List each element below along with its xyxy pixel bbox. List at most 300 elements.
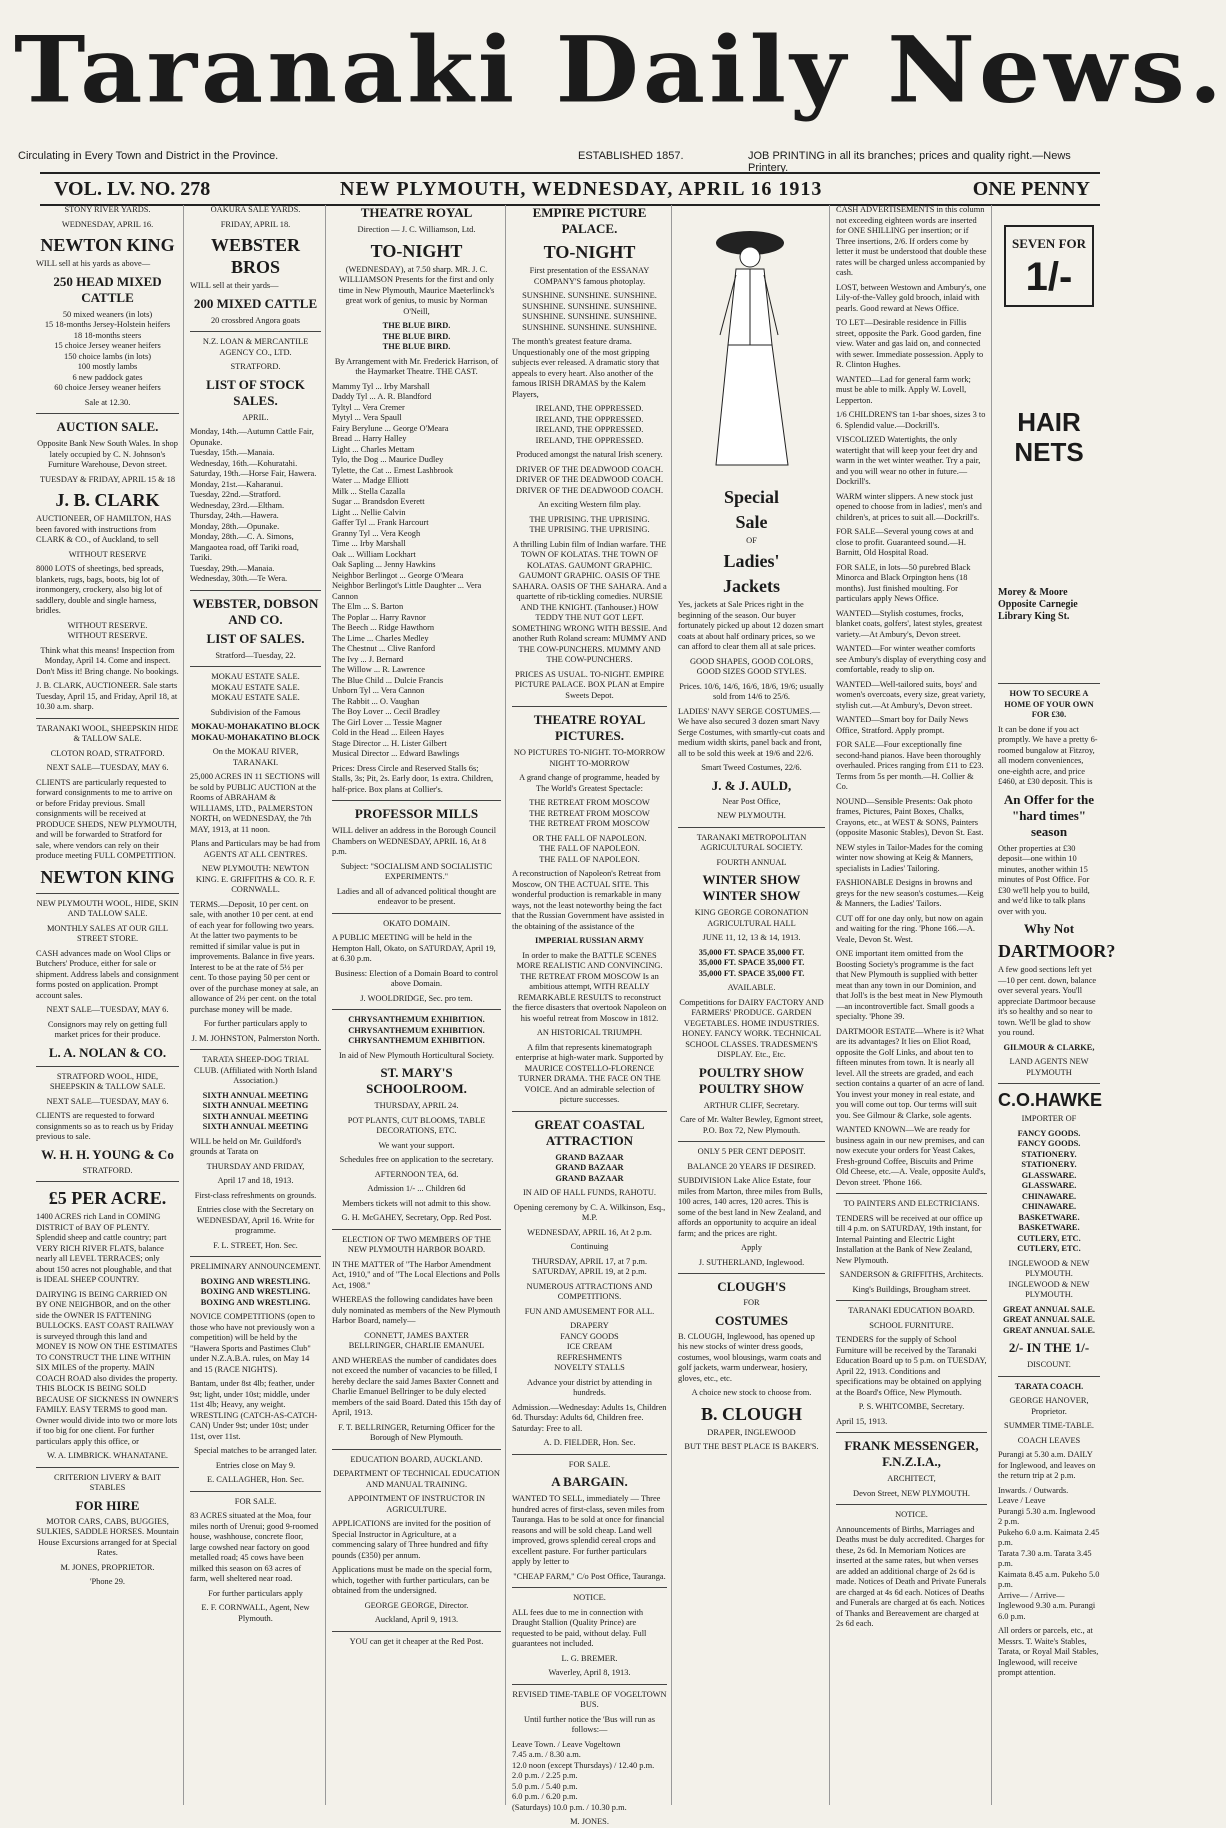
classified-ad: WANTED—Smart boy for Daily News Office, Stratford. Apply prompt. xyxy=(836,715,969,735)
ad-heading: TARATA COACH. xyxy=(1014,1381,1084,1391)
ad-text: LAND AGENTS NEW PLYMOUTH xyxy=(1009,1057,1089,1077)
ad-heading: W. H. H. YOUNG & Co xyxy=(41,1146,174,1162)
divider xyxy=(190,1256,321,1257)
ad-heading: TO-NIGHT xyxy=(370,240,463,261)
ad-text: M. JONES. xyxy=(570,1817,609,1826)
ad-text: DAIRYING IS BEING CARRIED ON BY ONE NEIGHBOR, and on the other side the OWNER IS FATTENING BULLOCKS. EAST COAST RAILWAY is surveyed through this land and MONEY IS NOW ON THE ESTIMATES TO CONSTRUCT THE LINE WITHIN SIX MILES of the property. MAIN COACH ROAD also divides the property. THIS BLOCK IS BEING SOLD BECAUSE OF SICKNESS IN OWNER'S FAMILY. EASY TERMS to good man. Owner would divide into two or more lots if too big for one client. For further particulars apply this office, or xyxy=(36,1289,179,1446)
classified-ad: CUT off for one day only, but now on again and waiting for the ring. 'Phone 166.—A. Veale, Devon St. West. xyxy=(836,913,984,944)
ad-text: DEPARTMENT OF TECHNICAL EDUCATION AND MANUAL TRAINING. xyxy=(333,1469,500,1489)
ad-text: 8000 LOTS of sheetings, bed spreads, blankets, rugs, bags, boots, big lot of ironmongery, crockery, also big lot of saddlery, double and single harness, bridles. xyxy=(36,564,164,615)
ad-heading: THEATRE ROYAL xyxy=(360,205,473,220)
ad-text: WILL sell at his yards as above— xyxy=(36,259,151,268)
classified-ad: FASHIONABLE Designs in browns and greys for the new season's costumes.—Keig & Manners, the Ladies' Tailors. xyxy=(836,878,984,908)
ad-text: Admission 1/- ... Children 6d xyxy=(367,1184,466,1193)
established-note: ESTABLISHED 1857. xyxy=(578,150,684,162)
ad-heading: HOW TO SECURE A HOME OF YOUR OWN FOR £30. xyxy=(1004,689,1094,719)
divider xyxy=(512,706,667,707)
divider xyxy=(512,1454,667,1455)
ad-text: WHEREAS the following candidates have been duly nominated as members of the New Plymouth Harbor Board, namely— xyxy=(332,1295,501,1325)
price: ONE PENNY xyxy=(972,178,1090,200)
ad-heading: Ladies' xyxy=(723,551,780,571)
ad-text: Competitions for DAIRY FACTORY AND FARMERS' PRODUCE. GARDEN VEGETABLES. HOME INDUSTRIES. HONEY. FANCY WORK. TECHNICAL SCHOOL CLASSES. TRADESMEN'S DISPLAY. Etc., Etc. xyxy=(679,997,824,1059)
ad-text: An exciting Western film play. xyxy=(538,500,641,509)
ad-text: ALL fees due to me in connection with Draught Stallion (Quality Prince) are requested to be paid, without delay. Full guarantees not included. xyxy=(512,1607,647,1648)
ad-heading: TO PAINTERS AND ELECTRICIANS. xyxy=(843,1199,980,1208)
ad-text: Yes, jackets at Sale Prices right in the beginning of the season. Our buyer fortunately picked up about 12 dozen smart coats at about half ordinary prices, so we can afford to clear them all at sale prices. xyxy=(678,600,824,651)
ad-text: A thrilling Lubin film of Indian warfare. THE TOWN OF KOLATAS. THE TOWN OF KOLATAS. GAUMONT GRAPHIC. GAUMONT GRAPHIC. OASIS OF THE SAHARA. OASIS OF THE SAHARA. And a quartette of rib-tickling comedies. NURSIE AND THE KNIGHT. (Tanhouser.) HOW TEDDY THE NUT GOT LEFT. SOMETHING WRONG WITH BESSIE. And another Ruth Roland scream: MUMMY AND THE COW-PUNCHERS. MUMMY AND THE COW-PUNCHERS. xyxy=(512,539,667,664)
ad-text: A choice new stock to choose from. xyxy=(691,1388,812,1397)
ad-heading: COSTUMES xyxy=(715,1312,788,1328)
ad-text: FRIDAY, APRIL 18. xyxy=(220,219,291,229)
ad-text: APPOINTMENT OF INSTRUCTOR IN AGRICULTURE. xyxy=(347,1494,486,1514)
ad-heading: GRAND BAZAAR GRAND BAZAAR GRAND BAZAAR xyxy=(555,1152,624,1183)
ad-text: Monday, 14th.—Autumn Cattle Fair, Opunake. Tuesday, 15th.—Manaia. Wednesday, 16th.—Kohuratahi. Saturday, 19th.—Horse Fair, Hawera. Monday, 21st.—Kaharanui. Tuesday, 22nd.—Stratford. Wednesday, 23rd.—Eltham. Thursday, 24th.—Hawera. Monday, 28th.—Opunake. Monday, 28th.—C. A. Simons, Mangaotea road, off Tariki road, Tariki. Tuesday, 29th.—Manaia. Wednesday, 30th.—Te Wera. xyxy=(190,427,317,583)
ad-text: ONLY 5 PER CENT DEPOSIT. xyxy=(697,1147,806,1156)
ad-text: 83 ACRES situated at the Moa, four miles north of Urenui; good 9-roomed house, washhouse, concrete floor, large cowshed near factory on good metalled road; 45 cows have been milked this season on 63 acres of farm, well sheltered near road. xyxy=(190,1511,319,1583)
ad-text: Near Post Office, xyxy=(722,796,781,806)
ad-heading: An Offer for the "hard times" season xyxy=(1003,791,1095,839)
divider xyxy=(36,1181,179,1182)
ad-heading: TARANAKI WOOL, SHEEPSKIN HIDE & TALLOW SALE. xyxy=(36,723,179,743)
ad-text: Bantam, under 8st 4lb; feather, under 9st; light, under 10st; middle, under 11st 4lb; Heavy, any weight. WRESTLING (CATCH-AS-CATCH-CAN) Under 9st; under 10st; under 11st, over 11st. xyxy=(190,1379,318,1441)
ad-text: (WEDNESDAY), at 7.50 sharp. MR. J. C. WILLIAMSON Presents for the first and only time in New Plymouth, Maurice Maeterlinck's great work of genius, to music by Norman O'Neill, xyxy=(338,264,495,316)
ad-text: Apply xyxy=(741,1243,762,1252)
ad-text: Entries close on May 9. xyxy=(215,1460,296,1470)
classified-ad: FOR SALE, in lots—50 purebred Black Minorca and Black Orpington hens (18 months). Just finished moulting. For particulars apply News Office. xyxy=(836,562,971,603)
ad-heading: WEBSTER BROS xyxy=(210,235,301,277)
ad-text: NO PICTURES TO-NIGHT. TO-MORROW NIGHT TO-MORROW xyxy=(513,748,666,768)
ad-heading: 2/- IN THE 1/- xyxy=(1008,1340,1090,1355)
ad-text: For further particulars apply to xyxy=(203,1019,308,1028)
ad-text: In aid of New Plymouth Horticultural Society. xyxy=(338,1050,495,1060)
ad-text: GOOD SHAPES, GOOD COLORS, GOOD SIZES GOOD STYLES. xyxy=(689,656,814,676)
ad-text: First presentation of the ESSANAY COMPANY'S famous photoplay. xyxy=(529,266,650,286)
divider xyxy=(836,1193,987,1194)
column-7 xyxy=(994,205,1116,1805)
divider xyxy=(678,827,825,828)
ad-text: WEDNESDAY, APRIL 16, At 2 p.m. xyxy=(527,1227,652,1237)
ad-text: In order to make the BATTLE SCENES MORE REALISTIC AND CONVINCING. THE RETREAT FROM MOSCOW Is an ambitious attempt, WITH REALLY REMARKABLE RESULTS to reconstruct the fierce disasters that overtook Napoleon on his woeful retreat from Moscow in 1812. xyxy=(512,950,667,1023)
ad-heading: CRITERION LIVERY & BAIT STABLES xyxy=(54,1472,161,1492)
ad-text: TERMS.—Deposit, 10 per cent. on sale, with another 10 per cent. at end of each year for following two years. At the latter two payments to be remitted if similar value is put in improvements. Balance in five years. Interest to be at the rate of 5½ per cent. To those paying 50 per cent or over of the purchase money at sale, an allowance of 2½ per cent. on the total purchase money will be made. xyxy=(190,899,319,1014)
ad-text: On the MOKAU RIVER, TARANAKI. xyxy=(212,747,299,767)
ad-text: B. CLOUGH, Inglewood, has opened up his new stocks of winter dress goods, costumes, wool blousings, warm coats and golf jackets, warm underwear, hosiery, gloves, etc., etc. xyxy=(678,1331,822,1383)
ad-text: Opening ceremony by C. A. Wilkinson, Esq., M.P. xyxy=(513,1202,666,1222)
lady-in-jacket-illustration xyxy=(692,215,812,475)
ad-text: POT PLANTS, CUT BLOOMS, TABLE DECORATIONS, ETC. xyxy=(347,1115,486,1135)
column-5 xyxy=(674,205,830,1805)
ad-text: NEXT SALE—TUESDAY, MAY 6. xyxy=(46,1096,169,1106)
ad-text: April 17 and 18, 1913. xyxy=(217,1176,294,1185)
ad-text: WILL deliver an address in the Borough Council Chambers on WEDNESDAY, APRIL 16, At 8 p.m. xyxy=(332,826,497,856)
ad-text: WITHOUT RESERVE xyxy=(68,549,147,559)
ad-heading: TARANAKI EDUCATION BOARD. xyxy=(848,1306,975,1315)
ad-heading: NOTICE. xyxy=(573,1593,606,1602)
ad-text: TENDERS will be received at our office up till 4 p.m. on SATURDAY, 19th instant, for Internal Painting and Electric Light Installation at the Bank of New Zealand, New Plymouth. xyxy=(836,1213,983,1265)
ad-text: WEDNESDAY, APRIL 16. xyxy=(61,219,154,229)
divider xyxy=(332,1449,501,1450)
ad-text: CLOTON ROAD, STRATFORD. xyxy=(50,748,165,758)
ad-text: CASH advances made on Wool Clips or Butchers' Produce, either for sale or shipment. Address labels and consignment forms posted on application. Prompt account sales. xyxy=(36,948,179,1000)
ad-text: Continuing xyxy=(570,1242,609,1251)
divider xyxy=(190,1491,321,1492)
ad-heading: SEVEN FOR xyxy=(1011,236,1087,251)
ad-text: DRAPERY FANCY GOODS ICE CREAM REFRESHMENTS NOVELTY STALLS xyxy=(554,1321,625,1372)
ad-text: GEORGE GEORGE, Director. xyxy=(364,1600,469,1610)
ad-text: TENDERS for the supply of School Furniture will be received by the Taranaki Education Board up to 5 p.m. on TUESDAY, April 22, 1913. Conditions and specifications may be obtained on applying at the Board's Office, New Plymouth. xyxy=(836,1335,987,1397)
classified-ad: TO LET—Desirable residence in Fillis street, opposite the Park. Good garden, fine view. Water and gas laid on, and connected with sewer. Immediate possession. Apply to R. Clinton Hughes. xyxy=(836,318,984,369)
ad-heading: STRATFORD WOOL, HIDE, SHEEPSKIN & TALLOW SALE. xyxy=(49,1071,166,1091)
ad-heading: WEBSTER, DOBSON AND CO. xyxy=(192,595,319,627)
ad-text: A. D. FIELDER, Hon. Sec. xyxy=(543,1438,636,1447)
divider xyxy=(190,590,321,591)
ad-heading: LIST OF SALES. xyxy=(206,630,305,646)
ad-text: NUMEROUS ATTRACTIONS AND COMPETITIONS. xyxy=(526,1281,653,1301)
column-6 xyxy=(832,205,992,1805)
divider xyxy=(36,1467,179,1468)
ad-text: We want your support. xyxy=(378,1140,455,1150)
ad-text: F. T. BELLRINGER, Returning Officer for the Borough of New Plymouth. xyxy=(338,1422,495,1442)
ad-heading: B. CLOUGH xyxy=(700,1403,802,1424)
ad-text: The month's greatest feature drama. Unquestionably one of the most gripping subjects ever released. A dramatic story that appeals to every heart. Also another of the famous IRISH DRAMAS by the Kalem Players, xyxy=(512,337,660,399)
ad-heading: IMPERIAL RUSSIAN ARMY xyxy=(535,936,644,945)
ad-heading: J. B. CLARK xyxy=(55,490,160,510)
seven-for-box xyxy=(1004,225,1094,307)
classified-ad: NOUND—Sensible Presents: Oak photo frames, Pictures, Paint Boxes, Chalks, Crayons, etc., at WEST & SONS, Painters (opposite Masonic Stables), Devon St. East. xyxy=(836,796,984,837)
ad-text: First-class refreshments on grounds. xyxy=(194,1190,317,1200)
divider xyxy=(190,1049,321,1050)
ad-text: BALANCE 20 YEARS IF DESIRED. xyxy=(687,1161,816,1171)
ad-text: J. M. JOHNSTON, Palmerston North. xyxy=(191,1033,320,1043)
ad-text: Mammy Tyl ... Irby Marshall Daddy Tyl ... A. R. Blandford Tyltyl ... Vera Cremer Mytyl ... Vera Spaull Fairy Berylune ... George O'Meara Bread ... Harry Halley Light ... Charles Mettam Tylo, the Dog ... Maurice Dudley Tylette, the Cat ... Ernest Lashbrook Water ... Madge Elliott Milk ... Stella Cazalla Sugar ... Brandsdon Everett Light ... Nellie Calvin Gaffer Tyl ... Frank Harcourt Granny Tyl ... Vera Keogh Time ... Irby Marshall Oak ... William Lockhart Oak Sapling ... Jenny Hawkins Neighbor Berlingot ... George O'Meara Neighbor Berlingot's Little Daughter ... Vera Cannon The Elm ... S. Barton The Poplar ... Harry Ravnor The Beech ... Ridge Hawthorn The Lime ... Charles Medley The Chestnut ... Clive Ranford The Ivy ... J. Bernard The Willow ... R. Lawrence The Blue Child ... Dulcie Francis Unborn Tyl ... Vera Cannon The Rabbit ... O. Vaughan The Boy Lover ... Cecil Bradley The Girl Lover ... Tessie Magner Cold in the Head ... Eileen Hayes Stage Director ... H. Lister Gilbert Musical Director ... Edward Bawlings xyxy=(332,381,482,758)
ad-heading: MOKAU-MOHAKATINO BLOCK MOKAU-MOHAKATINO BLOCK xyxy=(191,722,320,742)
ad-heading: FOR SALE. xyxy=(568,1459,611,1469)
ad-text: ARCHITECT, xyxy=(887,1474,936,1483)
ad-text: W. A. LIMBRICK. WHANATANE. xyxy=(47,1451,168,1460)
ad-heading: FOR HIRE xyxy=(75,1497,140,1513)
column-1 xyxy=(32,205,184,1805)
ad-text: SUBDIVISION Lake Alice Estate, four miles from Marton, three miles from Bulls, 100 acres, 140 acres, 120 acres. This is some of the best land in New Zealand, and affords an opportunity to acquire an ideal farm; and the prices are right. xyxy=(678,1176,823,1238)
ad-text: MOTOR CARS, CABS, BUGGIES, SULKIES, SADDLE HORSES. Mountain House Excursions arranged for at Special Rates. xyxy=(36,1516,179,1557)
divider xyxy=(512,1684,667,1685)
ad-text: THE UPRISING. THE UPRISING. THE UPRISING. THE UPRISING. xyxy=(529,514,650,534)
ad-text: NEW PLYMOUTH: NEWTON KING. E. GRIFFITHS & CO. R. F. CORNWALL. xyxy=(195,864,316,894)
classified-ad: WANTED—Well-tailored suits, boys' and women's overcoats, every size, great variety, stylish cut.—At Ambury's, Devon street. xyxy=(836,679,986,710)
ad-text: FANCY GOODS. FANCY GOODS. STATIONERY. STATIONERY. GLASSWARE. GLASSWARE. CHINAWARE. CHINAWARE. BASKETWARE. BASKETWARE. CUTLERY, ETC. CUTLERY, ETC. xyxy=(1017,1128,1081,1253)
classified-ad: VISCOLIZED Watertights, the only watertight that will keep your feet dry and warm in the wet winter weather. Try a pair, and you will wear no other in future.—Dockrill's. xyxy=(836,435,981,486)
ad-text: Admission.—Wednesday: Adults 1s, Children 6d. Thursday: Adults 6d, Children free. Saturday: Free to all. xyxy=(512,1402,667,1433)
ad-text: J. B. CLARK, AUCTIONEER. Sale starts Tuesday, April 15, and Friday, April 18, at 10.30 a.m. sharp. xyxy=(36,681,178,711)
ad-text: AVAILABLE. xyxy=(727,983,776,992)
price-heading: 1/- xyxy=(1025,255,1073,299)
ad-text: COACH LEAVES xyxy=(1017,1435,1081,1445)
ad-text: WILL sell at their yards— xyxy=(190,281,279,290)
ad-heading: NEWTON KING xyxy=(40,866,175,887)
ad-heading: EDUCATION BOARD, AUCKLAND. xyxy=(350,1454,483,1464)
ad-text: Leave Town. / Leave Vogeltown 7.45 a.m. / 8.30 a.m. 12.0 noon (except Thursdays) / 12.40 p.m. 2.0 p.m. / 2.25 p.m. 5.0 p.m. / 5.40 p.m. 6.0 p.m. / 6.20 p.m. (Saturdays) 10.0 p.m. / 10.30 p.m. xyxy=(512,1739,655,1812)
divider xyxy=(998,1083,1100,1084)
ad-text: STRATFORD. xyxy=(82,1165,133,1175)
ad-heading: FOR SALE. xyxy=(234,1496,277,1506)
divider xyxy=(998,1376,1100,1377)
ad-text: Advance your district by attending in hundreds. xyxy=(527,1377,652,1397)
divider xyxy=(332,1009,501,1010)
ad-heading: AUCTION SALE. xyxy=(56,419,159,434)
ad-text: By Arrangement with Mr. Frederick Harrison, of the Haymarket Theatre. THE CAST. xyxy=(334,356,499,376)
ad-heading: A BARGAIN. xyxy=(551,1474,628,1489)
ad-text: CLIENTS are requested to forward consignments so as to reach us by Friday previous to sale. xyxy=(36,1111,174,1141)
ad-text: NEXT SALE—TUESDAY, MAY 6. xyxy=(46,1005,169,1014)
ad-heading: 200 MIXED CATTLE xyxy=(193,295,318,311)
ad-heading: AN HISTORICAL TRIUMPH. xyxy=(536,1028,643,1037)
classified-ad: CASH ADVERTISEMENTS in this column not exceeding eighteen words are inserted for ONE SHILLING per insertion; or if Three insertions, 2/6. If orders come by letter it must be understood that double these rates will be charged unless accompanied by cash. xyxy=(836,205,987,277)
ad-text: E. F. CORNWALL, Agent, New Plymouth. xyxy=(201,1603,310,1623)
ad-text: THURSDAY AND FRIDAY, xyxy=(206,1161,305,1171)
ad-heading: J. & J. AULD, xyxy=(711,777,792,793)
classified-ad: WANTED—For winter weather comforts see Ambury's display of everything cosy and comfortable, ready to slip on. xyxy=(836,644,986,674)
ad-text: 50 mixed weaners (in lots) 15 18-months Jersey-Holstein heifers 18 18-months steers 15 choice Jersey weaner heifers 150 choice lambs (in lots) 100 mostly lambs 6 new paddock gates 60 choice Jersey weaner heifers xyxy=(44,309,171,392)
ad-text: DISCOUNT. xyxy=(1027,1360,1071,1369)
divider xyxy=(36,1066,179,1067)
ad-text: Business: Election of a Domain Board to control above Domain. xyxy=(334,968,499,988)
ad-heading: OKATO DOMAIN. xyxy=(383,918,450,928)
ad-text: THE RETREAT FROM MOSCOW THE RETREAT FROM MOSCOW THE RETREAT FROM MOSCOW xyxy=(529,798,650,828)
ad-text: L. G. BREMER. xyxy=(561,1653,618,1663)
ad-heading: ST. MARY'S SCHOOLROOM. xyxy=(366,1065,467,1096)
ad-heading: 35,000 FT. SPACE 35,000 FT. 35,000 FT. SPACE 35,000 FT. 35,000 FT. SPACE 35,000 FT. xyxy=(698,947,805,978)
dateline xyxy=(40,172,1100,206)
column-4 xyxy=(508,205,672,1826)
ad-text: 25,000 ACRES IN 11 SECTIONS will be sold by PUBLIC AUCTION at the Rooms of ABRAHAM & WILLIAMS, LTD., PALMERSTON NORTH, on WEDNESDAY, the 7th MAY, 1913, at 11 noon. xyxy=(190,772,320,834)
ad-text: NEW PLYMOUTH. xyxy=(717,811,786,820)
ad-text: FUN AND AMUSEMENT FOR ALL. xyxy=(524,1306,655,1316)
ad-text: Care of Mr. Walter Bewley, Egmont street, P.O. Box 72, New Plymouth. xyxy=(679,1115,824,1135)
divider xyxy=(332,1631,501,1632)
ad-text: Purangi at 5.30 a.m. DAILY for Inglewood, and leaves on the return trip at 2 p.m. xyxy=(998,1450,1096,1480)
ad-text: IRELAND, THE OPPRESSED. IRELAND, THE OPPRESSED. IRELAND, THE OPPRESSED. IRELAND, THE OPPRESSED. xyxy=(535,404,644,445)
ad-heading: 250 HEAD MIXED CATTLE xyxy=(53,273,162,305)
ad-text: M. JONES, PROPRIETOR. xyxy=(60,1562,155,1572)
ad-text: OR THE FALL OF NAPOLEON. THE FALL OF NAPOLEON. THE FALL OF NAPOLEON. xyxy=(532,833,647,864)
ad-heading: PRELIMINARY ANNOUNCEMENT. xyxy=(190,1262,321,1271)
ad-text: Subject: "SOCIALISM AND SOCIALISTIC EXPERIMENTS." xyxy=(340,861,493,881)
ad-heading: ELECTION OF TWO MEMBERS OF THE NEW PLYMOUTH HARBOR BOARD. xyxy=(342,1234,491,1254)
ad-text: G. H. McGAHEY, Secretary, Opp. Red Post. xyxy=(341,1213,492,1222)
classified-ad: DARTMOOR ESTATE—Where is it? What are its advantages? It lies on Eliot Road, opposite the Golf Links, and about ten to fifteen minutes from town. It is nearly all level. All the streets are graded, and each section contains a quarter of an acre of land. You invest your money in real estate, and you will come out top. Our terms will suit you. See Gilmour & Clarke, sole agents. xyxy=(836,1026,985,1120)
ad-text: Waverley, April 8, 1913. xyxy=(548,1668,631,1677)
ad-text: A few good sections left yet—10 per cent. down, balance over several years. You'll appreciate Dartmoor because it's so healthy and so near to town. We'll be glad to show you round. xyxy=(998,965,1097,1037)
ad-heading: THEATRE ROYAL PICTURES. xyxy=(533,712,646,743)
ad-text: DRIVER OF THE DEADWOOD COACH. DRIVER OF THE DEADWOOD COACH. DRIVER OF THE DEADWOOD COACH. xyxy=(515,464,664,495)
classified-ad: WARM winter slippers. A new stock just opened to choose from in ladies', men's and children's, at prices to suit all.—Dockrill's. xyxy=(836,491,982,522)
divider xyxy=(190,666,321,667)
ad-text: THURSDAY, APRIL 24. xyxy=(374,1101,459,1110)
classified-ad: WANTED—Stylish costumes, frocks, blanket coats, golfers', latest styles, greatest variety.—At Ambury's, Devon street. xyxy=(836,608,983,639)
ad-text: WANTED TO SELL, immediately — Three hundred acres of first-class, seven miles from Tauranga. Has to be sold at once for financial reasons and will be sold cheap. Land well improved, grows splendid cereal crops and excellent pasture. For further particulars apply by letter to xyxy=(512,1494,665,1566)
ad-text: GILMOUR & CLARKE, xyxy=(1003,1042,1095,1052)
classified-ad: ONE important item omitted from the Boosting Society's programme is the fact that New Plymouth is supplied with better meat than any town in our Dominion, and that Joll's is the best meat in New Plymouth—an incontrovertible fact. Small goods a specialty. 'Phone 39. xyxy=(836,949,983,1021)
classified-ad: LOST, between Westown and Ambury's, one Lily-of-the-Valley gold brooch, inlaid with pearls. Good reward at News Office. xyxy=(836,282,987,313)
ad-heading: NEWTON KING xyxy=(40,235,175,255)
ad-heading: THE BLUE BIRD. THE BLUE BIRD. THE BLUE BIRD. xyxy=(382,321,451,351)
ad-heading: L. A. NOLAN & CO. xyxy=(48,1044,167,1060)
ad-text: Smart Tweed Costumes, 22/6. xyxy=(701,763,802,772)
ad-text: King's Buildings, Brougham street. xyxy=(852,1284,971,1294)
place-date: NEW PLYMOUTH, WEDNESDAY, APRIL 16 1913 xyxy=(340,178,823,200)
divider xyxy=(836,1432,987,1433)
ad-text: Schedules free on application to the secretary. xyxy=(339,1155,494,1164)
ad-text: CLIENTS are particularly requested to forward consignments to me to arrive on or before Friday previous. Small consignments will be received at PRODUCE SHEDS, NEW PLYMOUTH, and will be forwarded to Stratford for sale, where vendors can rely on their produce meeting FULL COMPETITION. xyxy=(36,777,177,860)
ad-heading: TO-NIGHT xyxy=(543,242,636,262)
classified-ad: 1/6 CHILDREN'S tan 1-bar shoes, sizes 3 to 6. Splendid value.—Dockrill's. xyxy=(836,410,986,430)
newspaper-title: Taranaki Daily News. xyxy=(14,15,1226,124)
ad-text: MONTHLY SALES AT OUR GILL STREET STORE. xyxy=(46,923,169,943)
ad-heading: SIXTH ANNUAL MEETING SIXTH ANNUAL MEETING SIXTH ANNUAL MEETING SIXTH ANNUAL MEETING xyxy=(202,1090,309,1131)
divider xyxy=(678,1141,825,1142)
ad-text: Opposite Bank New South Wales. In shop lately occupied by C. N. Johnson's Furniture Warehouse, Devon street. xyxy=(37,439,178,469)
ad-text: Members tickets will not admit to this show. xyxy=(342,1198,491,1208)
ad-text: A PUBLIC MEETING will be held in the Hempton Hall, Okato, on SATURDAY, April 19, at 6.30 p.m. xyxy=(332,933,496,963)
divider xyxy=(332,1229,501,1230)
divider xyxy=(512,1587,667,1588)
ad-text: IN AID OF HALL FUNDS, RAHOTU. xyxy=(523,1188,656,1197)
ad-text: FOURTH ANNUAL xyxy=(716,857,787,867)
ad-text: AFTERNOON TEA, 6d. xyxy=(374,1169,459,1179)
divider xyxy=(36,718,179,719)
divider xyxy=(332,800,501,801)
classified-ad: FOR SALE—Several young cows at and close to profit. Guaranteed sound.—H. Barnitt, Old Hospital Road. xyxy=(836,527,974,557)
ad-heading: Special xyxy=(723,486,779,507)
ad-heading: EMPIRE PICTURE PALACE. xyxy=(532,205,647,236)
ad-heading: CHRYSANTHEMUM EXHIBITION. CHRYSANTHEMUM EXHIBITION. CHRYSANTHEMUM EXHIBITION. xyxy=(348,1015,485,1045)
ad-text: CONNETT, JAMES BAXTER BELLRINGER, CHARLIE EMANUEL xyxy=(348,1330,485,1350)
ad-heading: GREAT COASTAL ATTRACTION xyxy=(534,1116,645,1148)
ad-heading: Jackets xyxy=(723,576,780,596)
ad-text: Applications must be made on the special form, which, together with further particulars, can be obtained from the undersigned. xyxy=(332,1565,493,1595)
ad-heading: NOTICE. xyxy=(895,1510,928,1519)
masthead-subline xyxy=(18,150,1096,174)
ad-heading: LIST OF STOCK SALES. xyxy=(206,376,305,408)
ad-text: SANDERSON & GRIFFITHS, Architects. xyxy=(839,1270,984,1279)
circulation-note: Circulating in Every Town and District in the Province. xyxy=(18,150,279,162)
ad-text: E. CALLAGHER, Hon. Sec. xyxy=(207,1475,304,1484)
ad-text: THURSDAY, APRIL 17, at 7 p.m. SATURDAY, APRIL 19, at 2 p.m. xyxy=(531,1256,648,1276)
ad-text: For further particulars apply xyxy=(208,1588,303,1598)
ad-text: IMPORTER OF xyxy=(1021,1114,1077,1123)
ad-text: DRAPER, INGLEWOOD xyxy=(707,1427,796,1437)
ad-text: Devon Street, NEW PLYMOUTH. xyxy=(853,1488,970,1498)
ad-text: FOR xyxy=(743,1298,760,1307)
ad-heading: WINTER SHOW WINTER SHOW xyxy=(702,872,801,903)
ad-text: INGLEWOOD & NEW PLYMOUTH. INGLEWOOD & NEW PLYMOUTH. xyxy=(1008,1258,1090,1299)
ad-text: Auckland, April 9, 1913. xyxy=(374,1615,459,1624)
ad-text: Announcements of Births, Marriages and Deaths must be duly accredited. Charges for these, 2s 6d. In Memoriam Notices are inserted at the same rates, but when verses are added an additional charge of 2s 6d is made. Notices of Death and Private Funerals are charged at 4s 6d each. Notices of Deaths and Funerals are charged at 6s each. Notices of Thanks and Bereavement are charged at 2s 6d each. xyxy=(836,1524,987,1628)
ad-heading: PROFESSOR MILLS xyxy=(354,806,479,821)
ad-text: SUNSHINE. SUNSHINE. SUNSHINE. SUNSHINE. SUNSHINE. SUNSHINE. SUNSHINE. SUNSHINE. SUNSHINE. SUNSHINE. SUNSHINE. SUNSHINE. xyxy=(522,291,657,332)
ad-heading: POULTRY SHOW POULTRY SHOW xyxy=(698,1064,805,1096)
ad-heading: TARATA SHEEP-DOG TRIAL CLUB. (Affiliated with North Island Association.) xyxy=(194,1055,317,1085)
ad-text: PRICES AS USUAL. TO-NIGHT. EMPIRE PICTURE PALACE. BOX PLAN at Empire Sweets Depot. xyxy=(514,669,665,700)
ad-text: YOU can get it cheaper at the Red Post. xyxy=(349,1636,484,1646)
ad-text: STRATFORD. xyxy=(230,362,281,371)
column-3 xyxy=(328,205,506,1805)
ad-text: IN THE MATTER of "The Harbor Amendment Act, 1910," and of "The Local Elections and Polls Act, 1908." xyxy=(332,1259,500,1290)
masthead xyxy=(14,10,1226,148)
divider xyxy=(678,1273,825,1274)
ad-text: Prices: Dress Circle and Reserved Stalls 6s; Stalls, 3s; Pit, 2s. Early door, 1s extra. Children, half-price. Box plans at Collier's. xyxy=(332,763,494,794)
ad-text: J. WOOLDRIDGE, Sec. pro tem. xyxy=(360,993,473,1003)
ad-text: Entries close with the Secretary on WEDNESDAY, April 16. Write for programme. xyxy=(196,1205,315,1235)
ad-text: A reconstruction of Napoleon's Retreat from Moscow, ON THE ACTUAL SITE. This wonderful production is remarkable in many ways, not the least noteworthy being the fact that the Russian Government have assisted in the obtaining of the assistance of the xyxy=(512,869,665,931)
classified-ad: FOR SALE—Four exceptionally fine second-hand pianos. Have been thoroughly overhauled. Prices ranging from £11 to £23. Terms from 5s per month.—H. Collier & Co. xyxy=(836,740,984,791)
ad-text: 'Phone 29. xyxy=(89,1577,125,1586)
ad-text: F. L. STREET, Hon. Sec. xyxy=(213,1240,298,1250)
ad-text: Direction — J. C. Williamson, Ltd. xyxy=(357,225,476,234)
ad-text: Other properties at £30 deposit—one within 10 minutes, another within 15 minutes of Post Office. For £30 we'll help you to build, and we'd like to talk plans over with you. xyxy=(998,843,1090,916)
ad-text: A film that represents kinematograph enterprise at high-water mark. Supported by MAURICE COSTELLO-FLORENCE TURNER DRAMA. THE FACE ON THE VOICE. And an admirable selection of picture successes. xyxy=(515,1042,664,1104)
ad-text: Produced amongst the natural Irish scenery. xyxy=(516,450,663,459)
ad-text: Morey & Moore Opposite Carnegie Library King St. xyxy=(998,587,1078,622)
ad-text: SCHOOL FURNITURE. xyxy=(869,1320,954,1330)
ad-text: Sale at 12.30. xyxy=(84,397,131,407)
volume-number: VOL. LV. NO. 278 xyxy=(54,178,211,200)
divider xyxy=(836,1300,987,1301)
ad-text: Consignors may rely on getting full market prices for their produce. xyxy=(47,1019,168,1039)
ad-text: APPLICATIONS are invited for the position of Special Instructor in Agriculture, at a commencing salary of Three hundred and fifty pounds (£350) per annum. xyxy=(332,1519,491,1560)
ad-text: Prices. 10/6, 14/6, 16/6, 18/6, 19/6; usually sold from 14/6 to 25/6. xyxy=(679,681,824,701)
ad-text: It can be done if you act promptly. We have a pretty 6-roomed bungalow at Fitzroy, all modern conveniences, one-eighth acre, and price £460, at £30 deposit. This is xyxy=(998,724,1098,786)
divider xyxy=(36,413,179,414)
ad-text: OAKURA SALE YARDS. xyxy=(210,205,301,214)
ad-text: BUT THE BEST PLACE IS BAKER'S. xyxy=(684,1442,819,1451)
ad-text: JUNE 11, 12, 13 & 14, 1913. xyxy=(702,933,801,942)
ad-heading: N.Z. LOAN & MERCANTILE AGENCY CO., LTD. xyxy=(202,337,309,357)
divider xyxy=(332,913,501,914)
ad-heading: FRANK MESSENGER, F.N.Z.I.A., xyxy=(844,1438,979,1469)
ad-text: AND WHEREAS the number of candidates does not exceed the number of vacancies to be filled, I hereby declare the said James Baxter Connett and Charlie Emanuel Bellringer to be duly elected members of the said Board. Dated this 15th day of April, 1913. xyxy=(332,1355,501,1417)
ad-text: Plans and Particulars may be had from AGENTS AT ALL CENTRES. xyxy=(190,839,321,859)
ad-text: AUCTIONEER, OF HAMILTON, HAS been favored with instructions from CLARK & CO., of Auckland, to sell xyxy=(36,514,172,544)
ad-text: All orders or parcels, etc., at Messrs. T. Waite's Stables, Tarata, or Royal Mail Stables, Inglewood, will receive prompt attention. xyxy=(998,1626,1099,1677)
column-2 xyxy=(186,205,326,1805)
ad-heading: C.O.HAWKE xyxy=(998,1090,1103,1110)
divider xyxy=(36,893,179,894)
ad-text: KING GEORGE CORONATION AGRICULTURAL HALL xyxy=(694,908,809,928)
ad-text: TUESDAY & FRIDAY, APRIL 15 & 18 xyxy=(39,474,176,484)
job-printing-note: JOB PRINTING in all its branches; prices and quality right.—News Printery. xyxy=(748,150,1071,174)
ad-text: Special matches to be arranged later. xyxy=(194,1446,317,1455)
divider xyxy=(998,683,1100,684)
ad-heading: Sale xyxy=(735,511,768,532)
divider xyxy=(190,331,321,332)
ad-text: Until further notice the 'Bus will run as follows:— xyxy=(523,1714,656,1734)
ad-text: NEXT SALE—TUESDAY, MAY 6. xyxy=(46,763,169,772)
divider xyxy=(512,1111,667,1112)
ad-text: LADIES' NAVY SERGE COSTUMES.—We have also secured 3 dozen smart Navy Serge Costumes, with smartly-cut coats and medium width skirts, panel back and front, all to be sold this week at 19/6 and 22/6. xyxy=(678,706,825,758)
ad-text: J. SUTHERLAND, Inglewood. xyxy=(698,1257,805,1267)
ad-heading: DARTMOOR? xyxy=(998,941,1116,961)
ad-heading: Why Not xyxy=(1023,921,1075,936)
classified-ad: WANTED KNOWN—We are ready for business again in our new premises, and can now execute your orders for Yeast Cakes, Fresh-ground Coffee, Biscuits and Prime Old Cheese, etc.—A. Veale, opposite Auld's, Devon street. 'Phone 166. xyxy=(836,1125,986,1187)
ad-text: Stratford—Tuesday, 22. xyxy=(215,650,296,660)
ad-text: APRIL. xyxy=(242,412,269,422)
ad-text: WITHOUT RESERVE. WITHOUT RESERVE. xyxy=(67,620,148,640)
ad-text: WILL be held on Mr. Guildford's grounds at Tarata on xyxy=(190,1136,302,1156)
classified-ad: NEW styles in Tailor-Mades for the coming winter now showing at Keig & Manners, specialists in Ladies' Tailoring. xyxy=(836,842,983,873)
ad-text: NOVICE COMPETITIONS (open to those who have not previously won a competition) will be held by the "Hawera Sports and Pastimes Club" under N.Z.A.B.A. rules, on May 14 and 15 (RACE NIGHTS). xyxy=(190,1312,315,1374)
ad-text: GREAT ANNUAL SALE. GREAT ANNUAL SALE. GREAT ANNUAL SALE. xyxy=(1002,1304,1096,1335)
ad-text: Inwards. / Outwards. Leave / Leave Purangi 5.30 a.m. Inglewood 2 p.m. Pukeho 6.0 a.m. Kaimata 2.45 p.m. Tarata 7.30 a.m. Tarata 3.45 p.m. Kaimata 8.45 a.m. Pukeho 5.0 p.m. Arrive— / Arrive— Inglewood 9.30 a.m. Purangi 6.0 p.m. xyxy=(998,1485,1100,1621)
